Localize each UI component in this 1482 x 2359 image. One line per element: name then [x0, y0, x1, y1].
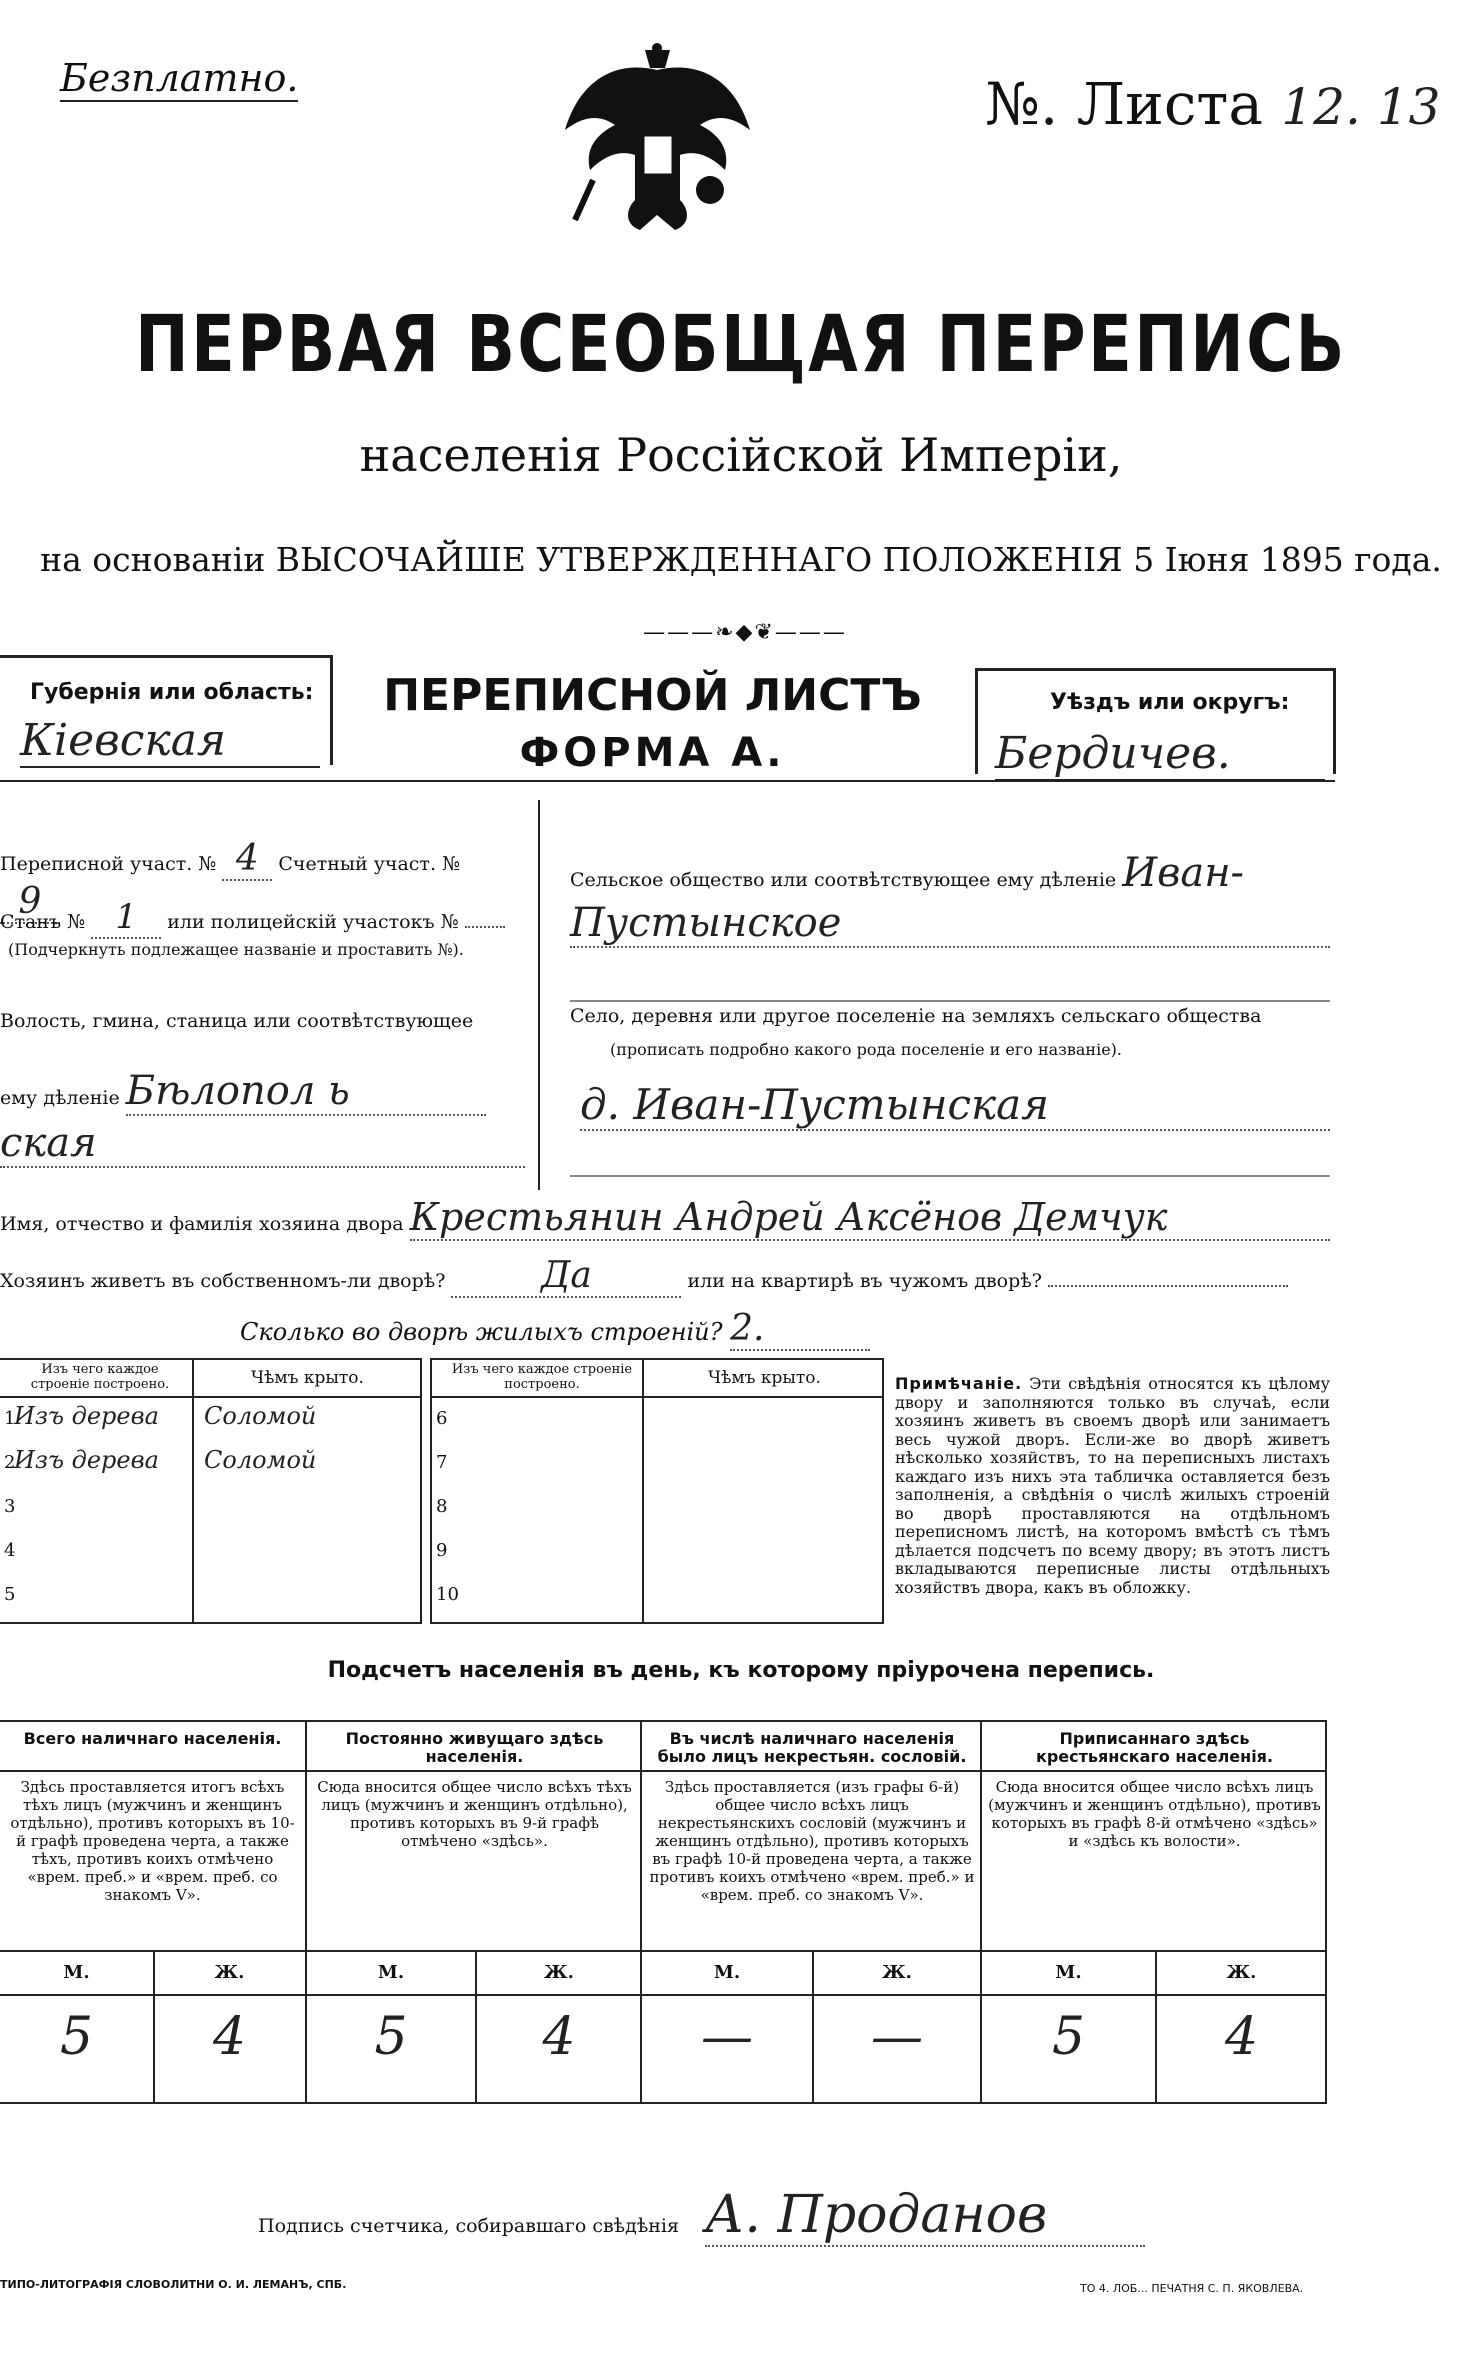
- row-number: 4: [4, 1540, 16, 1561]
- building-material: Изъ дерева: [14, 1402, 159, 1430]
- uchast-value: 4: [222, 838, 272, 881]
- buildings-col2-header: Чѣмъ крыто.: [251, 1368, 364, 1388]
- male-label: М.: [377, 1962, 405, 1983]
- female-count: 4: [1224, 2007, 1259, 2067]
- buildings-col1-header-right: Изъ чего каждое строеніе построено.: [451, 1362, 633, 1392]
- table-row: [432, 1488, 882, 1532]
- stan-label: Станъ №: [0, 911, 86, 933]
- volost-label: Волость, гмина, станица или соотвѣтствующее: [0, 1010, 474, 1032]
- row-number: 6: [436, 1408, 448, 1429]
- male-count: 5: [59, 2007, 94, 2067]
- stan-note: (Подчеркнуть подлежащее названіе и проставить №).: [8, 940, 464, 959]
- male-count: 5: [374, 2007, 408, 2067]
- note-text: Эти свѣдѣнія относятся къ цѣлому двору и заполняются только въ случаѣ, если хозяинъ живетъ въ своемъ дворѣ или занимаетъ весь чужой дворъ. Если-же во дворѣ живетъ нѣсколько хозяйствъ, то на переписныхъ листахъ каждаго изъ нихъ эта табличка оставляется безъ заполненія, а свѣдѣнія о числѣ жилыхъ строеній во дворѣ проставляются на отдѣльномъ переписномъ листѣ, на которомъ вмѣстѣ съ тѣмъ дѣлается подсчетъ по всему двору; въ этотъ листъ вкладываются переписные листы отдѣльныхъ хозяйствъ двора, какъ въ обложку.: [895, 1374, 1331, 1597]
- gubernia-label: Губернія или область:: [30, 680, 314, 705]
- ornament-divider: ———❧◆❦———: [643, 620, 847, 645]
- female-count: 4: [212, 2007, 247, 2067]
- note-title: Примѣчаніе.: [895, 1374, 1023, 1393]
- tally-column-desc: Здѣсь проставляется итогъ всѣхъ тѣхъ лицъ (мужчинъ и женщинъ отдѣльно), противъ которыхъ въ 10-й графѣ проведена черта, а также тѣхъ, противъ коихъ отмѣчено «врем. преб.» и «врем. преб. со знакомъ V».: [10, 1778, 295, 1904]
- police-label: или полицейскій участокъ №: [167, 911, 459, 933]
- uezd-value: Бердичев.: [995, 728, 1325, 781]
- tally-column-desc: Здѣсь проставляется (изъ графы 6-й) общее число всѣхъ лицъ некрестьянскихъ сословій (мужчинъ и женщинъ отдѣльно), противъ которыхъ въ графѣ 10-й проведена черта, а также противъ коихъ отмѣчено «врем. преб.» и «врем. преб. со знакомъ V».: [649, 1778, 975, 1904]
- signature-row: [258, 2185, 1258, 2247]
- building-count-row: [240, 1308, 870, 1351]
- schet-value: 9: [0, 881, 60, 924]
- society-value-2: Пустынское: [570, 900, 1330, 948]
- tally-column: [305, 1722, 642, 2102]
- tally-column-title: Въ числѣ наличнаго населенія было лицъ некрестьян. сословій.: [657, 1729, 967, 1766]
- building-roof: Соломой: [204, 1446, 317, 1474]
- row-number: 10: [436, 1584, 459, 1605]
- stan-value: 1: [91, 897, 161, 939]
- building-count-label: Сколько во дворѣ жилыхъ строеній?: [240, 1318, 723, 1346]
- tally-column: [640, 1722, 982, 2102]
- page-subtitle: населенія Россійской Имперіи,: [359, 428, 1123, 482]
- table-row: [0, 1532, 420, 1576]
- tally-column: [980, 1722, 1327, 2102]
- owner-name-row: [0, 1195, 1340, 1241]
- form-subtitle: ФОРМА А.: [519, 730, 786, 776]
- female-count: 4: [542, 2007, 576, 2067]
- table-row: [432, 1400, 882, 1444]
- schet-label: Счетный участ. №: [278, 853, 460, 875]
- buildings-table-left: [0, 1358, 422, 1624]
- village-value: д. Иван-Пустынская: [580, 1080, 1330, 1131]
- signature-value: А. Проданов: [705, 2185, 1145, 2247]
- sheet-number: [985, 70, 1440, 138]
- female-label: Ж.: [544, 1962, 574, 1983]
- volost-value-2: ская: [0, 1120, 525, 1168]
- row-number: 1: [4, 1408, 16, 1429]
- stan-row: [0, 897, 525, 939]
- basis-line: на основаніи ВЫСОЧАЙШЕ УТВЕРЖДЕННАГО ПОЛОЖЕНІЯ 5 Іюня 1895 года.: [40, 540, 1442, 579]
- tally-heading: Подсчетъ населенія въ день, къ которому пріурочена перепись.: [327, 1658, 1155, 1683]
- table-row: [0, 1576, 420, 1620]
- table-row: [432, 1444, 882, 1488]
- owner-name-label: Имя, отчество и фамилія хозяина двора: [0, 1213, 404, 1235]
- male-label: М.: [1055, 1962, 1082, 1983]
- sheet-number-value: 12. 13: [1281, 78, 1441, 136]
- tally-column-desc: Сюда вносится общее число всѣхъ тѣхъ лицъ (мужчинъ и женщинъ отдѣльно), противъ которыхъ въ 9-й графѣ отмѣчено «здѣсь».: [317, 1778, 632, 1850]
- male-count: 5: [1051, 2007, 1086, 2067]
- free-label: Безплатно.: [60, 56, 299, 100]
- uezd-label: Уѣздъ или округъ:: [1050, 690, 1290, 715]
- sheet-number-label: №. Листа: [985, 70, 1263, 138]
- buildings-col2-header-right: Чѣмъ крыто.: [708, 1368, 821, 1388]
- table-row: [0, 1444, 420, 1488]
- village-label: Село, деревня или другое поселеніе на земляхъ сельскаго общества: [570, 1005, 1262, 1027]
- society-label: Сельское общество или соотвѣтствующее ему дѣленіе: [570, 869, 1117, 891]
- page-title: ПЕРВАЯ ВСЕОБЩАЯ ПЕРЕПИСЬ: [135, 300, 1347, 390]
- delenie-row: [0, 1068, 525, 1116]
- buildings-table-right: [430, 1358, 884, 1624]
- uchast-label: Переписной участ. №: [0, 853, 217, 875]
- form-title: ПЕРЕПИСНОЙ ЛИСТЪ: [383, 670, 922, 721]
- tally-column-title: Приписаннаго здѣсь крестьянскаго населенія.: [1035, 1729, 1274, 1766]
- tally-column-desc: Сюда вносится общее число всѣхъ лицъ (мужчинъ и женщинъ отдѣльно), противъ которыхъ въ графѣ 8-й отмѣчено «здѣсь» и «здѣсь къ волости».: [988, 1778, 1321, 1850]
- gubernia-value: Кіевская: [20, 715, 320, 768]
- row-number: 8: [436, 1496, 448, 1517]
- printer-left: ТИПО-ЛИТОГРАФІЯ СЛОВОЛИТНИ О. И. ЛЕМАНЪ, СПБ.: [0, 2278, 347, 2291]
- society-value-1: Иван-: [1122, 850, 1245, 896]
- tally-column: [0, 1722, 305, 2102]
- volost-value-1: Бѣлопол ь: [126, 1068, 486, 1116]
- female-count: —: [871, 2007, 923, 2067]
- eagle-emblem-icon: [555, 40, 760, 240]
- row-number: 9: [436, 1540, 448, 1561]
- male-label: М.: [713, 1962, 741, 1983]
- tally-table: [0, 1720, 1327, 2104]
- printer-right: ТО 4. ЛОБ... ПЕЧАТНЯ С. П. ЯКОВЛЕВА.: [1080, 2282, 1304, 2295]
- female-label: Ж.: [882, 1962, 912, 1983]
- row-number: 3: [4, 1496, 16, 1517]
- owner-own-row: [0, 1255, 1340, 1298]
- owner-own-value: Да: [451, 1255, 681, 1298]
- row-number: 7: [436, 1452, 448, 1473]
- owner-rent-label: или на квартирѣ въ чужомъ дворѣ?: [687, 1270, 1042, 1292]
- tally-column-title: Всего наличнаго населенія.: [23, 1729, 282, 1748]
- buildings-col1-header: Изъ чего каждое строеніе построено.: [30, 1362, 170, 1392]
- table-row: [0, 1488, 420, 1532]
- owner-name-value: Крестьянин Андрей Аксёнов Демчук: [410, 1195, 1330, 1241]
- signature-label: Подпись счетчика, собиравшаго свѣдѣнія: [258, 2215, 679, 2237]
- row-number: 5: [4, 1584, 16, 1605]
- buildings-note: [895, 1375, 1330, 1597]
- row-number: 2: [4, 1452, 16, 1473]
- female-label: Ж.: [1226, 1962, 1257, 1983]
- village-note: (прописать подробно какого рода поселеніе и его названіе).: [610, 1040, 1122, 1059]
- male-count: —: [701, 2007, 753, 2067]
- female-label: Ж.: [214, 1962, 245, 1983]
- building-material: Изъ дерева: [14, 1446, 159, 1474]
- society-row: [570, 850, 1360, 896]
- table-row: [432, 1532, 882, 1576]
- male-label: М.: [63, 1962, 90, 1983]
- tally-column-title: Постоянно живущаго здѣсь населенія.: [345, 1729, 604, 1766]
- building-roof: Соломой: [204, 1402, 317, 1430]
- table-row: [432, 1576, 882, 1620]
- delenie-label: ему дѣленіе: [0, 1087, 120, 1109]
- table-row: [0, 1400, 420, 1444]
- owner-own-label: Хозяинъ живетъ въ собственномъ-ли дворѣ?: [0, 1270, 446, 1292]
- building-count-value: 2.: [730, 1308, 870, 1351]
